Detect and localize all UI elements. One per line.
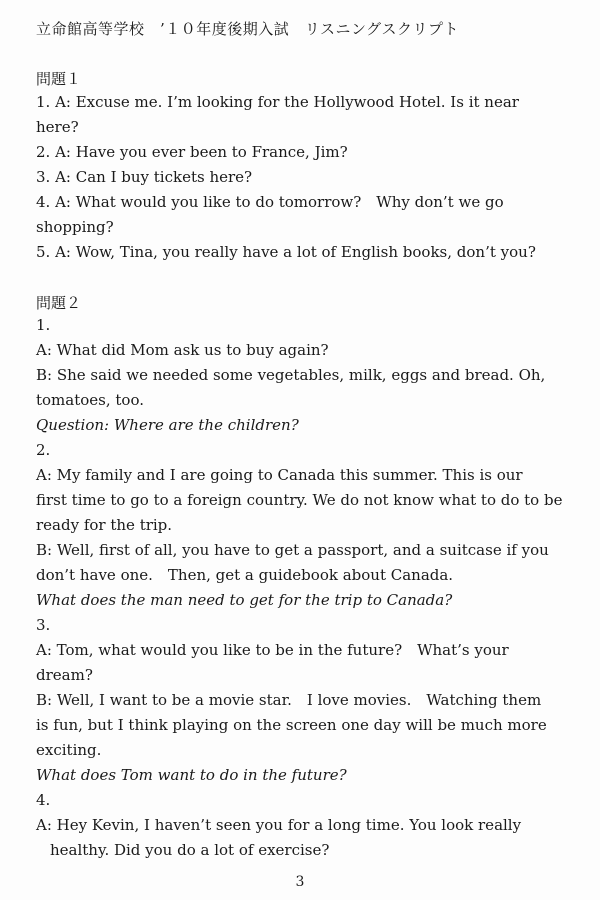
section1-line-2: here? xyxy=(36,118,79,136)
q1-speaker-b-line-1: B: She said we needed some vegetables, milk, eggs and bread. Oh, xyxy=(36,366,546,384)
page-header: 立命館高等学校 ’１０年度後期入試 リスニングスクリプト xyxy=(36,20,460,38)
q2-number: 2. xyxy=(36,441,51,459)
section1-line-7: 5. A: Wow, Tina, you really have a lot of English books, don’t you? xyxy=(36,243,536,261)
q1-speaker-b-line-2: tomatoes, too. xyxy=(36,391,144,409)
q3-speaker-b-line-1: B: Well, I want to be a movie star. I love movies. Watching them xyxy=(36,691,542,709)
q2-speaker-a-line-2: first time to go to a foreign country. We do not know what to do to be xyxy=(36,491,563,509)
q2-speaker-a-line-3: ready for the trip. xyxy=(36,516,173,534)
q4-number: 4. xyxy=(36,791,51,809)
q2-speaker-b-line-2: don’t have one. Then, get a guidebook about Canada. xyxy=(36,566,454,584)
q4-speaker-a-line-1: A: Hey Kevin, I haven’t seen you for a long time. You look really xyxy=(36,816,522,834)
q2-question: What does the man need to get for the trip to Canada? xyxy=(36,591,453,609)
section1-line-1: 1. A: Excuse me. I’m looking for the Hollywood Hotel. Is it near xyxy=(36,93,519,111)
q4-speaker-a-line-2: healthy. Did you do a lot of exercise? xyxy=(50,841,330,859)
section1-line-4: 3. A: Can I buy tickets here? xyxy=(36,168,253,186)
q3-speaker-a-line-2: dream? xyxy=(36,666,93,684)
section2-title: 問題２ xyxy=(36,294,82,312)
section1-line-6: shopping? xyxy=(36,218,114,236)
q3-question: What does Tom want to do in the future? xyxy=(36,766,347,784)
section1-line-5: 4. A: What would you like to do tomorrow? Why don’t we go xyxy=(36,193,504,211)
q1-question: Question: Where are the children? xyxy=(36,416,299,434)
q3-speaker-b-line-2: is fun, but I think playing on the screen one day will be much more xyxy=(36,716,547,734)
q2-speaker-b-line-1: B: Well, first of all, you have to get a passport, and a suitcase if you xyxy=(36,541,549,559)
q3-speaker-a-line-1: A: Tom, what would you like to be in the future? What’s your xyxy=(36,641,509,659)
q1-number: 1. xyxy=(36,316,51,334)
q1-speaker-a: A: What did Mom ask us to buy again? xyxy=(36,341,329,359)
q3-number: 3. xyxy=(36,616,51,634)
section1-title: 問題１ xyxy=(36,70,82,88)
q2-speaker-a-line-1: A: My family and I are going to Canada this summer. This is our xyxy=(36,466,523,484)
page-number: 3 xyxy=(295,874,305,890)
q3-speaker-b-line-3: exciting. xyxy=(36,741,102,759)
section1-line-3: 2. A: Have you ever been to France, Jim? xyxy=(36,143,348,161)
